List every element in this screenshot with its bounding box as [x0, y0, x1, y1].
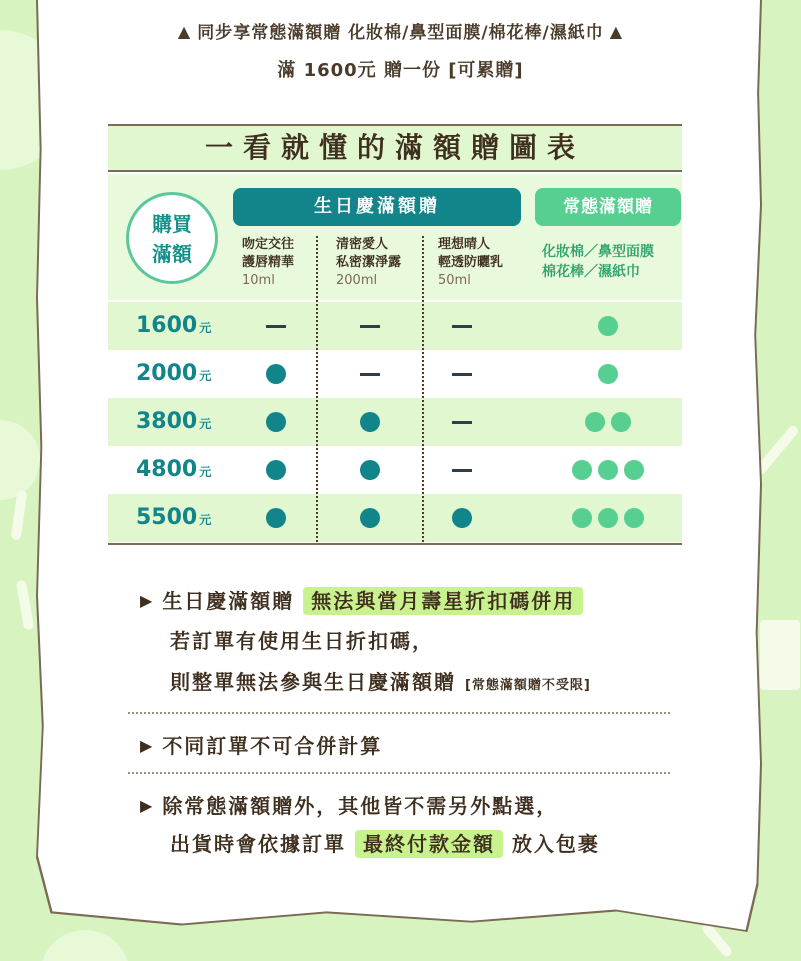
table-row [108, 446, 682, 494]
gift1-cell [246, 446, 306, 494]
gift2-cell [340, 350, 400, 398]
gift-name: 理想晴人 [438, 237, 491, 252]
triangle-right-icon: ▶ [140, 591, 155, 610]
normal-gift-cell [548, 398, 668, 446]
gift-name: 清密愛人 [336, 237, 389, 252]
normal-gift-dot [585, 412, 605, 432]
gift2-cell [340, 398, 400, 446]
normal-gift-cell [548, 494, 668, 542]
row-amount [136, 494, 211, 544]
gift3-cell [432, 398, 492, 446]
amount-unit: 元 [199, 465, 212, 479]
included-dot [266, 412, 286, 432]
not-included-dash [452, 469, 472, 472]
included-dot [452, 508, 472, 528]
column-divider [316, 236, 318, 542]
included-dot [360, 508, 380, 528]
birthday-gift-1 [242, 236, 294, 290]
column-divider [422, 236, 424, 542]
not-included-dash [266, 325, 286, 328]
normal-gift-dot [598, 364, 618, 384]
note-3-text-a: 出貨時會依據訂單 [170, 832, 346, 856]
table-row [108, 302, 682, 350]
amount-unit: 元 [199, 513, 212, 527]
note-3-text-b: 放入包裹 [511, 832, 600, 856]
included-dot [360, 460, 380, 480]
table-bottom-rule [108, 543, 682, 545]
birthday-gift-2 [336, 236, 401, 290]
normal-gift-dot [624, 460, 644, 480]
promo-text-1: 同步享常態滿額贈 化妝棉∕鼻型面膜∕棉花棒∕濕紙巾 [197, 23, 604, 43]
included-dot [266, 364, 286, 384]
normal-gift-dot [598, 460, 618, 480]
included-dot [360, 412, 380, 432]
note-2 [140, 730, 382, 759]
chart-title: 一看就懂的滿額贈圖表 [108, 124, 682, 172]
bg-blob [0, 420, 40, 500]
notes-divider [128, 772, 670, 774]
promo-line-2: 滿 1600元 贈一份 [可累贈] [277, 60, 524, 81]
normal-gift-cell [548, 350, 668, 398]
normal-gift-dot [572, 460, 592, 480]
birthday-gift-header: 生日慶滿額贈 [233, 188, 521, 226]
notes-divider [128, 712, 670, 714]
gift-size: 10ml [242, 273, 275, 288]
promo-line-1 [0, 18, 801, 43]
amount-unit: 元 [199, 369, 212, 383]
not-included-dash [452, 421, 472, 424]
bg-dash [16, 580, 35, 631]
gift2-cell [340, 302, 400, 350]
note-1-line-2: 若訂單有使用生日折扣碼， [170, 629, 434, 653]
normal-gift-list [542, 242, 654, 282]
row-amount [136, 398, 211, 448]
row-amount [136, 350, 211, 400]
normal-gift-header: 常態滿額贈 [535, 188, 681, 226]
arrow-up-icon: ▲ [609, 22, 624, 41]
bg-blob [40, 930, 130, 961]
normal-gift-cell [548, 446, 668, 494]
amount-unit: 元 [199, 417, 212, 431]
purchase-amount-label [126, 192, 218, 284]
included-dot [266, 508, 286, 528]
gift1-cell [246, 494, 306, 542]
gift-size: 200ml [336, 273, 378, 288]
normal-gift-cell [548, 302, 668, 350]
not-included-dash [360, 373, 380, 376]
normal-gift-dot [611, 412, 631, 432]
buy-label-line-1: 購買 [152, 212, 192, 236]
gift1-cell [246, 350, 306, 398]
note-1-line-3 [170, 666, 591, 695]
note-3 [140, 790, 558, 819]
note-1-line-3-text: 則整單無法參與生日慶滿額贈 [170, 670, 456, 694]
note-3-line-1: 除常態滿額贈外，其他皆不需另外點選， [162, 794, 559, 818]
normal-gift-dot [598, 508, 618, 528]
normal-gift-line-1: 化妝棉／鼻型面膜 [542, 244, 654, 260]
note-1-lead: 生日慶滿額贈 [162, 589, 295, 613]
not-included-dash [452, 373, 472, 376]
amount-value: 3800 [136, 409, 198, 434]
triangle-right-icon: ▶ [140, 796, 155, 815]
triangle-right-icon: ▶ [140, 736, 155, 755]
included-dot [266, 460, 286, 480]
gift3-cell [432, 494, 492, 542]
gift2-cell [340, 446, 400, 494]
table-row [108, 350, 682, 398]
note-1-small: [常態滿額贈不受限] [464, 678, 591, 693]
row-amount [136, 302, 211, 352]
amount-value: 2000 [136, 361, 198, 386]
gift3-cell [432, 350, 492, 398]
bg-dash [760, 620, 800, 690]
normal-gift-dot [572, 508, 592, 528]
gift1-cell [246, 302, 306, 350]
buy-label-line-2: 滿額 [152, 242, 192, 266]
table-row [108, 494, 682, 542]
arrow-up-icon: ▲ [177, 22, 192, 41]
note-2-text: 不同訂單不可合併計算 [162, 734, 383, 758]
gift-product: 私密潔淨露 [336, 255, 402, 270]
note-1 [140, 585, 583, 614]
gift2-cell [340, 494, 400, 542]
gift3-cell [432, 302, 492, 350]
gift-size: 50ml [438, 273, 471, 288]
normal-gift-dot [598, 316, 618, 336]
normal-gift-line-2: 棉花棒／濕紙巾 [542, 264, 640, 280]
normal-gift-dot [624, 508, 644, 528]
amount-value: 1600 [136, 313, 198, 338]
amount-unit: 元 [199, 321, 212, 335]
row-amount [136, 446, 211, 496]
birthday-gift-3 [438, 236, 503, 290]
note-3-line-2 [170, 828, 600, 857]
note-3-highlight: 最終付款金額 [355, 830, 503, 858]
gift-name: 吻定交往 [242, 237, 295, 252]
gift-product: 護唇精華 [242, 255, 295, 270]
note-1-highlight: 無法與當月壽星折扣碼併用 [303, 587, 583, 615]
gift-product: 輕透防曬乳 [438, 255, 504, 270]
table-row [108, 398, 682, 446]
not-included-dash [452, 325, 472, 328]
amount-value: 4800 [136, 457, 198, 482]
not-included-dash [360, 325, 380, 328]
gift1-cell [246, 398, 306, 446]
gift3-cell [432, 446, 492, 494]
amount-value: 5500 [136, 505, 198, 530]
